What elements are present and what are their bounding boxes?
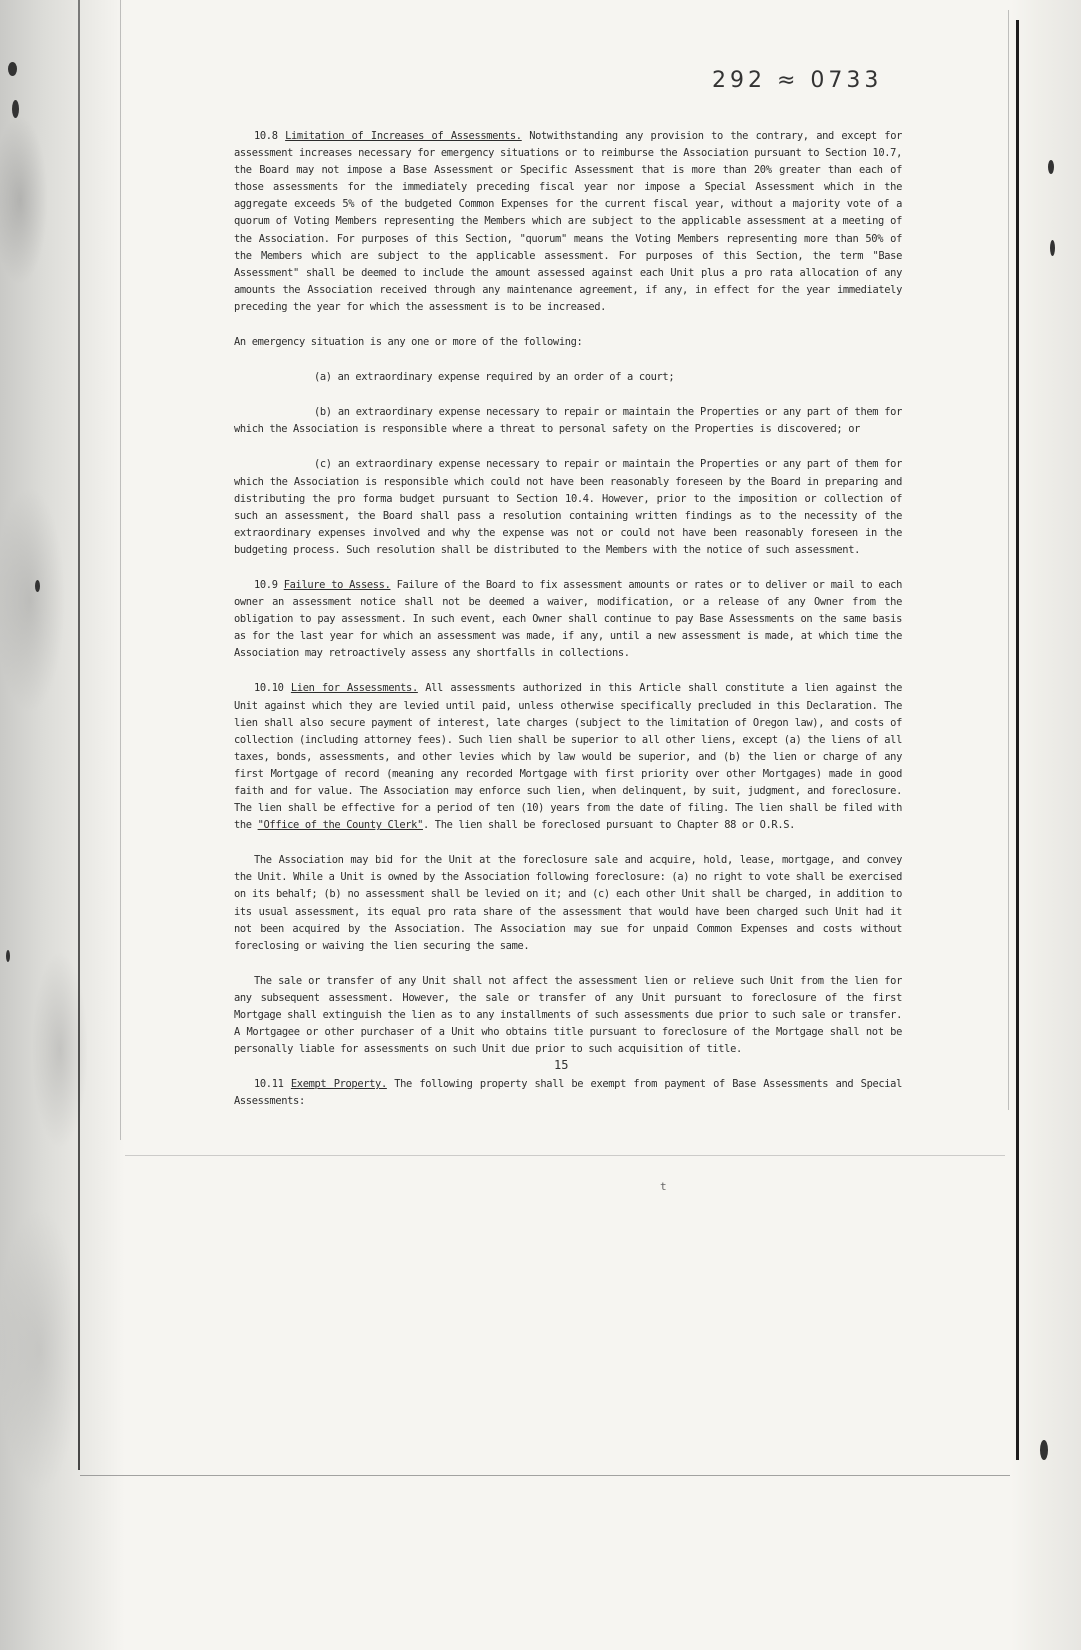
sale-transfer-paragraph: The sale or transfer of any Unit shall not affect the assessment lien or relieve such Unit from the lien for any subsequent assessment. However, the sale or transfer of any Unit pursuant to foreclosure of the first Mortgage shall extinguish the lien as to any installments of such assessments due prior to such sale or transfer. A Mortgagee or other purchaser of a Unit who obtains title pursuant to foreclosure of the Mortgage shall not be personally liable for assessments on such Unit due prior to such acquisition of title. — [234, 974, 902, 1056]
scan-speck — [8, 62, 17, 76]
county-clerk-office: "Office of the County Clerk" — [257, 819, 423, 832]
scan-fold-line — [125, 1155, 1005, 1156]
stray-scan-mark: t — [660, 1180, 667, 1193]
section-body-end: . The lien shall be foreclosed pursuant to Chapter 88 or O.R.S. — [423, 819, 796, 832]
section-number: 10.9 — [254, 578, 278, 591]
section-10-9 — [234, 577, 902, 662]
section-body: The following property shall be exempt from payment of Base Assessments and Special Assessments: — [234, 1078, 902, 1108]
emergency-item-c: (c) an extraordinary expense necessary to repair or maintain the Properties or any part of them for which the Association is responsible which could not have been reasonably foreseen by the Board in preparing and distributing the pro forma budget pursuant to Section 10.4. However, prior to the imposition or collection of such an assessment, the Board shall pass a resolution containing written findings as to the necessity of the extraordinary expenses involved and why the expense was not or could not have been reasonably foreseen in the budgeting process. Such resolution shall be distributed to the Members with the notice of such assessment. — [234, 458, 902, 556]
emergency-item-a: (a) an extraordinary expense required by an order of a court; — [314, 371, 675, 384]
scan-speck — [1050, 240, 1055, 256]
section-heading: Limitation of Increases of Assessments. — [285, 130, 522, 142]
section-heading: Failure to Assess. — [283, 578, 391, 591]
document-body — [234, 128, 902, 1111]
emergency-item-b: (b) an extraordinary expense necessary to repair or maintain the Properties or any part of them for which the Association is responsible where a threat to personal safety on the Properties is discovered; or — [234, 406, 902, 436]
scan-bottom-edge-line — [80, 1475, 1010, 1476]
scan-speck — [1040, 1440, 1048, 1460]
scan-speck — [6, 950, 10, 962]
section-number: 10.8 — [254, 130, 278, 142]
section-number: 10.11 — [254, 1078, 284, 1091]
scan-right-margin — [1011, 0, 1081, 1650]
scan-left-edge-line — [78, 0, 80, 1470]
scan-right-edge-line — [1016, 20, 1019, 1460]
section-body: Notwithstanding any provision to the contrary, and except for assessment increases necessary for emergency situations or to reimburse the Association pursuant to Section 10.7, the Board may not impose a Base Assessment or Specific Assessment that is more than 20% greater than each of those assessments for the immediately preceding fiscal year nor impose a Special Assessment which in the aggregate exceeds 5% of the budgeted Common Expenses for the current fiscal year, without a majority vote of a quorum of Voting Members representing the Members which are subject to the applicable assessment at a meeting of the Association. For purposes of this Section, "quorum" means the Voting Members representing more than 50% of the Members which are subject to the applicable assessment. For purposes of this Section, the term "Base Assessment" shall be deemed to include the amount assessed against each Unit plus a pro rata allocation of any amounts the Association received through any maintenance agreement, if any, in effect for the year immediately preceding the year for which the assessment is to be increased. — [234, 130, 903, 313]
section-heading: Lien for Assessments. — [290, 682, 418, 695]
section-heading: Exempt Property. — [290, 1078, 387, 1091]
section-10-11 — [234, 1076, 902, 1110]
scan-left-thin-line — [120, 0, 121, 1140]
section-10-8 — [234, 128, 902, 316]
section-body: All assessments authorized in this Article shall constitute a lien against the Unit against which they are levied until paid, unless otherwise specifically precluded in this Declaration. The lien shall also secure payment of interest, late charges (subject to the limitation of Oregon law), and costs of collection (including attorney fees). Such lien shall be superior to all other liens, except (a) the liens of all taxes, bonds, assessments, and other levies which by law would be superior, and (b) the lien or charge of any first Mortgage of record (meaning any recorded Mortgage with first priority over other Mortgages) made in good faith and for value. The Association may enforce such lien, when delinquent, by suit, judgment, and foreclosure. The lien shall be effective for a period of ten (10) years from the date of filing. The lien shall be filed with the — [234, 682, 902, 832]
page-number: 15 — [554, 1058, 569, 1072]
scan-left-margin — [0, 0, 125, 1650]
scan-right-thin-line — [1008, 10, 1009, 1110]
scan-speck — [1048, 160, 1054, 174]
section-body: Failure of the Board to fix assessment amounts or rates or to deliver or mail to each owner an assessment notice shall not be deemed a waiver, modification, or a release of any Owner from the obligation to pay assessment. In such event, each Owner shall continue to pay Base Assessments on the same basis as for the last year for which an assessment was made, if any, until a new assessment is made, at which time the Association may retroactively assess any shortfalls in collections. — [234, 578, 902, 660]
scan-speck — [12, 100, 19, 118]
scan-speck — [35, 580, 40, 592]
document-reference-number: 292 ≈ 0733 — [712, 68, 883, 93]
emergency-intro: An emergency situation is any one or more of the following: — [234, 336, 583, 349]
section-10-10 — [234, 680, 902, 834]
foreclosure-paragraph: The Association may bid for the Unit at the foreclosure sale and acquire, hold, lease, mortgage, and convey the Unit. While a Unit is owned by the Association following foreclosure: (a) no right to vote shall be exercised on its behalf; (b) no assessment shall be levied on it; and (c) each other Unit shall be charged, in addition to its usual assessment, its equal pro rata share of the assessment that would have been charged such Unit had it not been acquired by the Association. The Association may sue for unpaid Common Expenses and costs without foreclosing or waiving the lien securing the same. — [234, 854, 902, 952]
section-number: 10.10 — [254, 682, 284, 695]
